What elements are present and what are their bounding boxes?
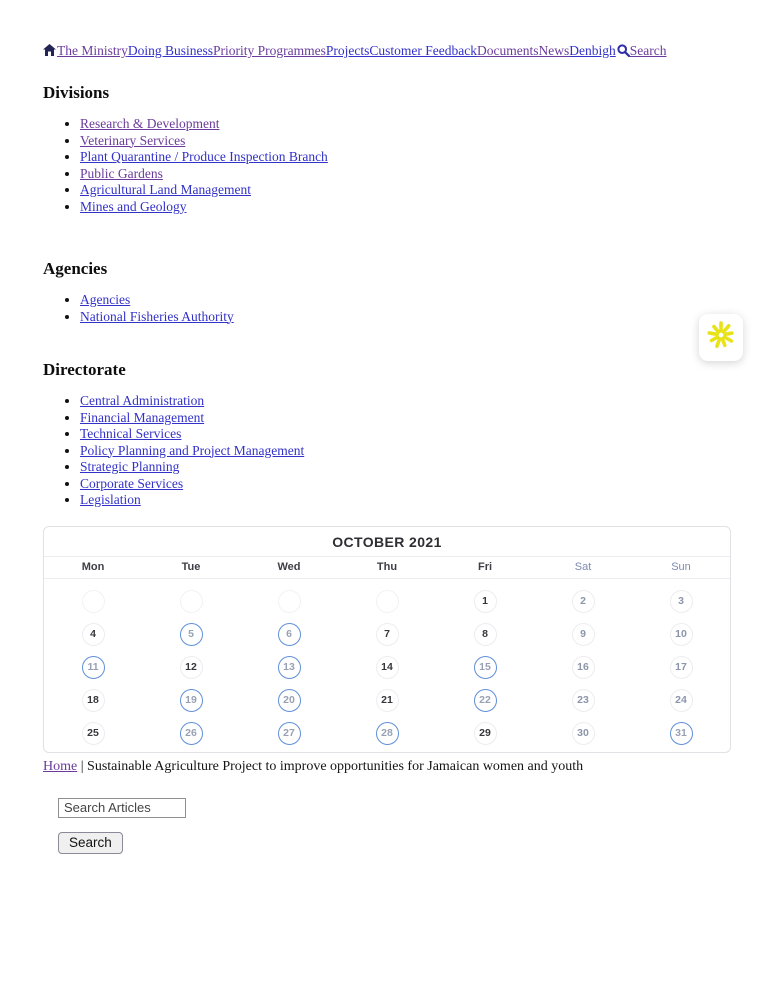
list-item <box>80 459 731 476</box>
division-link[interactable]: Plant Quarantine / Produce Inspection Branch <box>80 149 328 164</box>
calendar-day-cell <box>240 590 338 613</box>
calendar-month-title: OCTOBER 2021 <box>44 527 730 557</box>
calendar-day[interactable]: 3 <box>670 590 693 613</box>
calendar-day[interactable]: 8 <box>474 623 497 646</box>
article-search-form <box>58 798 731 854</box>
calendar-day-cell <box>632 689 730 712</box>
nav-link[interactable]: Priority Programmes <box>213 43 326 58</box>
list-item <box>80 476 731 493</box>
list-item <box>80 443 731 460</box>
calendar-day[interactable] <box>278 590 301 613</box>
calendar-day[interactable]: 17 <box>670 656 693 679</box>
nav-search-link[interactable]: Search <box>629 43 667 58</box>
calendar-day-cell <box>142 590 240 613</box>
calendar-day[interactable]: 9 <box>572 623 595 646</box>
list-item <box>80 393 731 410</box>
agency-link[interactable]: National Fisheries Authority <box>80 308 234 324</box>
calendar-day-cell <box>240 722 338 745</box>
directorate-heading: Directorate <box>43 360 126 379</box>
calendar-day[interactable]: 21 <box>376 689 399 712</box>
calendar-day[interactable]: 28 <box>376 722 399 745</box>
nav-link[interactable]: Doing Business <box>127 43 214 58</box>
calendar-day[interactable]: 4 <box>82 623 105 646</box>
calendar-day[interactable]: 25 <box>82 722 105 745</box>
directorate-link[interactable]: Strategic Planning <box>80 459 180 474</box>
calendar-day-cell <box>338 689 436 712</box>
calendar-day-cell <box>240 689 338 712</box>
calendar-day-cell <box>534 689 632 712</box>
calendar-day-cell <box>338 590 436 613</box>
calendar-day[interactable]: 12 <box>180 656 203 679</box>
calendar-day-header: Tue <box>181 560 201 573</box>
nav-link[interactable]: Projects <box>325 43 370 58</box>
breadcrumb <box>43 759 731 775</box>
division-link[interactable]: Mines and Geology <box>80 198 187 214</box>
calendar-day-cell <box>44 623 142 646</box>
nav-links <box>57 43 616 58</box>
calendar-day-cell <box>142 722 240 745</box>
calendar-day-cell <box>632 623 730 646</box>
division-link[interactable]: Veterinary Services <box>80 132 186 148</box>
list-item <box>80 133 731 150</box>
list-item <box>80 182 731 199</box>
breadcrumb-separator: | <box>77 758 88 774</box>
search-button[interactable]: Search <box>58 832 123 854</box>
calendar-day[interactable]: 16 <box>572 656 595 679</box>
calendar-day-header: Sun <box>671 560 691 573</box>
calendar-day-header: Thu <box>376 560 398 573</box>
calendar-day-cell <box>436 590 534 613</box>
search-icon[interactable] <box>617 44 630 61</box>
nav-link[interactable]: The Ministry <box>57 43 128 58</box>
calendar-day[interactable]: 26 <box>180 722 203 745</box>
directorate-link[interactable]: Policy Planning and Project Management <box>80 442 305 458</box>
list-item <box>80 292 731 309</box>
calendar-day[interactable] <box>376 590 399 613</box>
agency-link[interactable]: Agencies <box>80 292 131 307</box>
calendar-day-cell <box>240 623 338 646</box>
calendar-day-cell <box>142 689 240 712</box>
calendar-day[interactable]: 7 <box>376 623 399 646</box>
nav-link[interactable]: Customer Feedback <box>369 43 477 58</box>
agencies-heading: Agencies <box>43 259 108 278</box>
calendar-day-cell <box>632 590 730 613</box>
division-link[interactable]: Agricultural Land Management <box>80 182 251 197</box>
calendar-day[interactable]: 29 <box>474 722 497 745</box>
calendar-day[interactable]: 10 <box>670 623 693 646</box>
calendar-day-cell <box>44 590 142 613</box>
division-link[interactable]: Public Gardens <box>80 165 163 181</box>
calendar-day-cell <box>436 722 534 745</box>
calendar-day[interactable]: 31 <box>670 722 693 745</box>
calendar-day[interactable] <box>82 590 105 613</box>
calendar-day[interactable]: 13 <box>278 656 301 679</box>
directorate-link[interactable]: Corporate Services <box>80 475 184 491</box>
list-item <box>80 492 731 509</box>
directorate-link[interactable]: Technical Services <box>80 426 182 441</box>
top-navigation <box>43 43 731 61</box>
calendar-day[interactable] <box>180 590 203 613</box>
calendar-day-header: Fri <box>477 560 493 573</box>
list-item <box>80 426 731 443</box>
division-link[interactable]: Research & Development <box>80 116 220 131</box>
calendar-day-cell <box>240 656 338 679</box>
calendar-day-header: Mon <box>81 560 105 573</box>
calendar-day-cell <box>338 656 436 679</box>
calendar-day-cell <box>534 590 632 613</box>
calendar-day-cell <box>632 722 730 745</box>
calendar-day[interactable]: 20 <box>278 689 301 712</box>
calendar-day[interactable]: 18 <box>82 689 105 712</box>
list-item <box>80 309 731 326</box>
events-calendar <box>43 526 731 753</box>
calendar-day[interactable]: 19 <box>180 689 203 712</box>
calendar-day-cell <box>338 722 436 745</box>
calendar-day[interactable]: 30 <box>572 722 595 745</box>
calendar-day[interactable]: 11 <box>82 656 105 679</box>
calendar-day[interactable]: 6 <box>278 623 301 646</box>
calendar-day[interactable]: 15 <box>474 656 497 679</box>
directorate-link[interactable]: Central Administration <box>80 393 205 408</box>
directorate-link[interactable]: Financial Management <box>80 409 205 425</box>
calendar-day[interactable]: 1 <box>474 590 497 613</box>
calendar-day-cell <box>44 656 142 679</box>
agencies-list <box>43 292 731 325</box>
breadcrumb-page-title: Sustainable Agriculture Project to improve opportunities for Jamaican women and youth <box>87 758 584 774</box>
calendar-day[interactable]: 24 <box>670 689 693 712</box>
calendar-grid <box>44 579 730 752</box>
calendar-day-cell <box>632 656 730 679</box>
list-item <box>80 410 731 427</box>
calendar-day-cell <box>534 623 632 646</box>
calendar-day-cell <box>44 689 142 712</box>
calendar-day[interactable]: 5 <box>180 623 203 646</box>
divisions-heading: Divisions <box>43 83 110 102</box>
calendar-day[interactable]: 27 <box>278 722 301 745</box>
list-item <box>80 199 731 216</box>
calendar-day-cell <box>142 656 240 679</box>
calendar-day-header: Sat <box>574 560 592 573</box>
calendar-day[interactable]: 2 <box>572 590 595 613</box>
calendar-day[interactable]: 14 <box>376 656 399 679</box>
calendar-day[interactable]: 22 <box>474 689 497 712</box>
home-icon[interactable] <box>43 44 56 60</box>
list-item <box>80 116 731 133</box>
calendar-day-cell <box>44 722 142 745</box>
search-articles-input[interactable] <box>58 798 186 818</box>
list-item <box>80 149 731 166</box>
list-item <box>80 166 731 183</box>
calendar-day-cell <box>436 623 534 646</box>
calendar-day-headers <box>44 557 730 579</box>
calendar-day-header: Wed <box>277 560 301 573</box>
calendar-day-cell <box>436 689 534 712</box>
calendar-day-cell <box>534 722 632 745</box>
calendar-day-cell <box>338 623 436 646</box>
calendar-day-cell <box>142 623 240 646</box>
nav-link[interactable]: News <box>538 43 570 58</box>
directorate-list <box>43 393 731 509</box>
directorate-link[interactable]: Legislation <box>80 492 141 507</box>
loading-widget <box>699 314 743 361</box>
spinner-icon <box>706 320 736 355</box>
calendar-day-cell <box>534 656 632 679</box>
divisions-list <box>43 116 731 215</box>
calendar-day[interactable]: 23 <box>572 689 595 712</box>
breadcrumb-home-link[interactable]: Home <box>43 758 78 774</box>
nav-link[interactable]: Documents <box>477 43 539 58</box>
calendar-day-cell <box>436 656 534 679</box>
nav-link[interactable]: Denbigh <box>569 43 616 58</box>
